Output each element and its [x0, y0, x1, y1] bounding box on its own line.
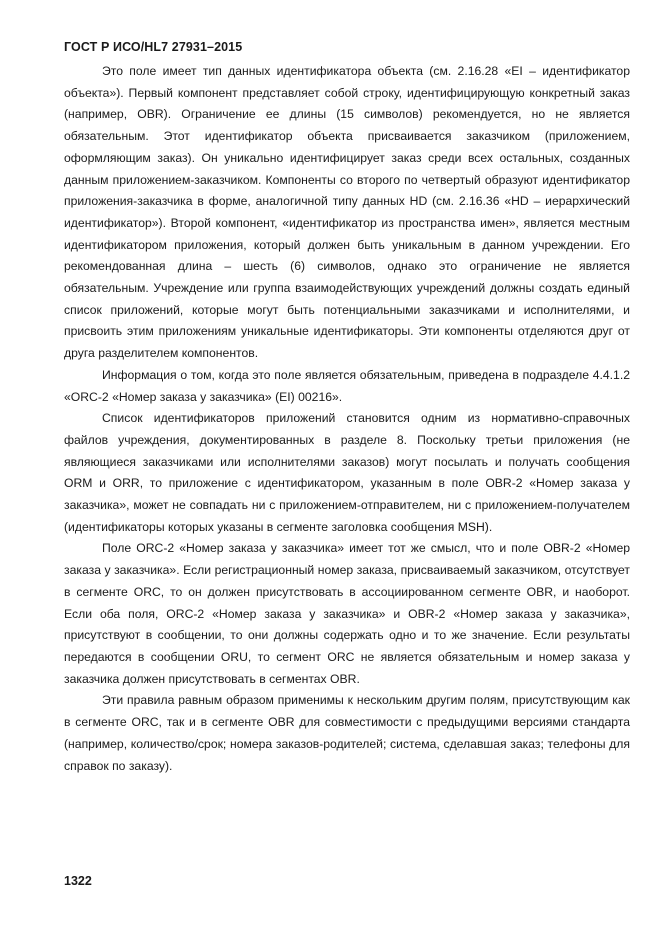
- page-number: 1322: [64, 874, 92, 888]
- paragraph-orc-obr-relation: Поле ORC-2 «Номер заказа у заказчика» имеет тот же смысл, что и поле OBR-2 «Номер заказа у заказчика». Если регистрационный номер заказа, присваиваемый заказчиком, отсутствует в сегменте ORC, то он должен присутствовать в ассоциированном сегменте OBR, и наоборот. Если оба поля, ORC-2 «Номер заказа у заказчика» и OBR-2 «Номер заказа у заказчика», присутствуют в сообщении, то они должны содержать одно и то же значение. Если результаты передаются в сообщении ORU, то сегмент ORC не является обязательным и номер заказа у заказчика должен присутствовать в сегментах OBR.: [64, 541, 630, 686]
- standard-header: ГОСТ Р ИСО/HL7 27931–2015: [64, 40, 243, 54]
- paragraph-requirement-reference: Информация о том, когда это поле является обязательным, приведена в подразделе 4.4.1.2 «ORC-2 «Номер заказа у заказчика» (EI) 00216».: [64, 367, 630, 404]
- paragraph-compatibility-rules: Эти правила равным образом применимы к нескольким другим полям, присутствующим как в сегменте ORC, так и в сегменте OBR для совместимости с предыдущими версиями стандарта (например, количество/срок; номера заказов-родителей; система, сделавшая заказ; телефоны для справок по заказу).: [64, 693, 630, 773]
- paragraph-application-list: Список идентификаторов приложений становится одним из нормативно-справочных файлов учреждения, документированных в разделе 8. Поскольку третьи приложения (не являющиеся заказчиками или исполнителями заказов) могут посылать и получать сообщения ORM и ORR, то приложение с идентификатором, указанным в поле OBR-2 «Номер заказа у заказчика», может не совпадать ни с приложением-отправителем, ни с приложением-получателем (идентификаторы которых указаны в сегменте заголовка сообщения MSH).: [64, 411, 630, 534]
- paragraph-field-description: Это поле имеет тип данных идентификатора объекта (см. 2.16.28 «EI – идентификатор объекта»). Первый компонент представляет собой строку, идентифицирующую конкретный заказ (например, OBR). Ограничение ее длины (15 символов) рекомендуется, но не является обязательным. Этот идентификатор объекта присваивается заказчиком (приложением, оформляющим заказ). Он уникально идентифицирует заказ среди всех остальных, созданных данным приложением-заказчиком. Компоненты со второго по четвертый образуют идентификатор приложения-заказчика в форме, аналогичной типу данных HD (см. 2.16.36 «HD – иерархический идентификатор»). Второй компонент, «идентификатор из пространства имен», является местным идентификатором приложения, который должен быть уникальным в данном учреждении. Его рекомендованная длина – шесть (6) символов, однако это ограничение не является обязательным. Учреждение или группа взаимодействующих учреждений должны создать единый список приложений, которые могут быть потенциальными заказчиками и исполнителями, и присвоить этим приложениям уникальные идентификаторы. Эти компоненты отделяются друг от друга разделителем компонентов.: [64, 64, 630, 361]
- body-text: [64, 61, 630, 777]
